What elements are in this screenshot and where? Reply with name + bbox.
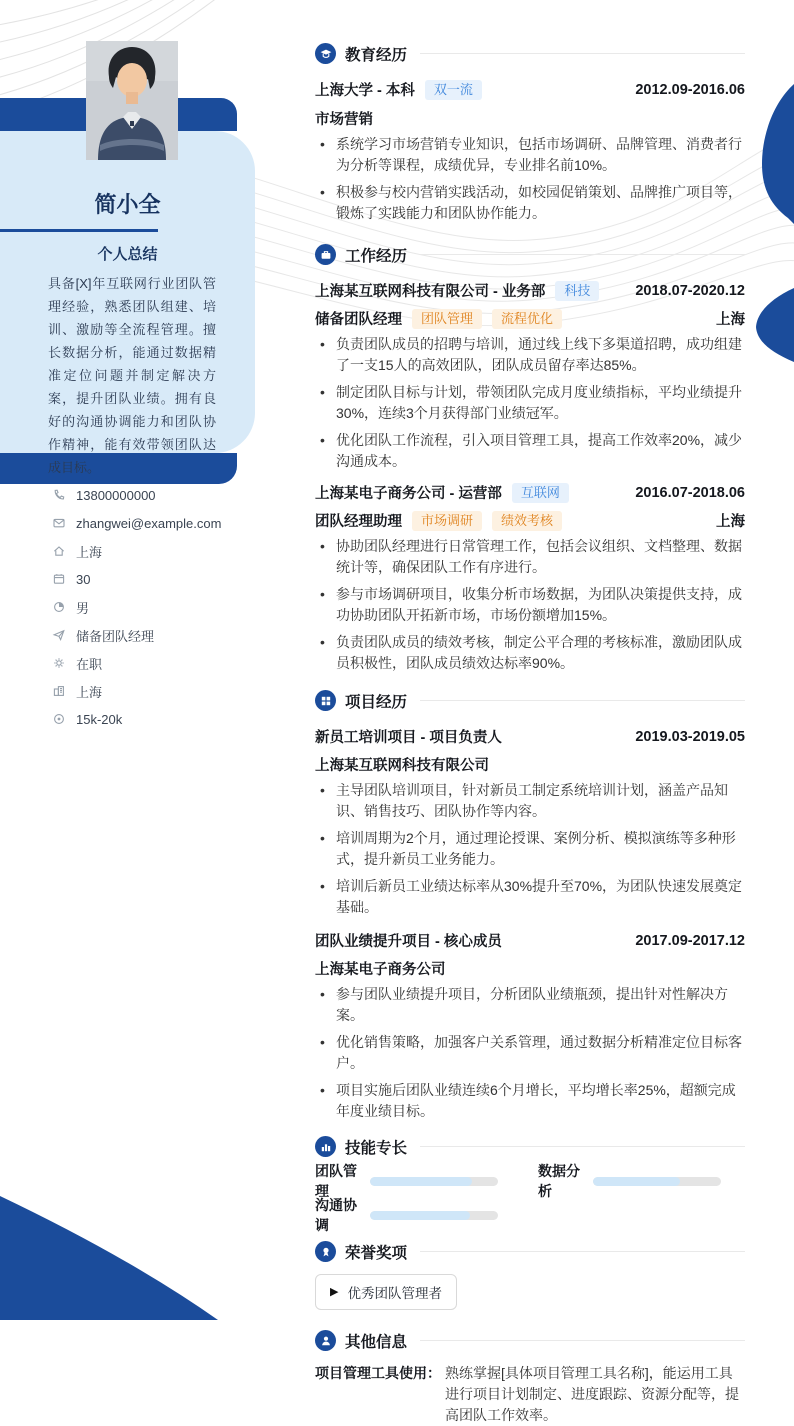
- job-entry-2: [315, 482, 745, 674]
- contact-age: 30: [76, 571, 91, 587]
- contact-list: [52, 487, 262, 739]
- job-role: 团队经理助理: [315, 514, 402, 530]
- project-name: 新员工培训项目 - 项目负责人: [315, 730, 502, 746]
- skill-label: 团队管理: [315, 1163, 357, 1199]
- company-name: 上海某电子商务公司 - 运营部: [315, 486, 502, 502]
- other-header: [315, 1330, 745, 1351]
- school-name: 上海大学 - 本科: [315, 83, 415, 99]
- role-tag: 市场调研: [412, 511, 482, 531]
- summary-text: 具备[X]年互联网行业团队管理经验，熟悉团队组建、培训、激励等全流程管理。擅长数据分析，能通过数据精准定位问题并制定解决方案，提升团队业绩。拥有良好的沟通协调能力和团队协作精神，能有效带领团队达成目标。: [48, 276, 216, 475]
- job-role-row: [315, 308, 745, 329]
- bullet: • 项目实施后团队业绩连续6个月增长，平均增长率25%，超额完成年度业绩目标。: [315, 1080, 745, 1122]
- salary-icon: [52, 712, 66, 726]
- major-name: 市场营销: [315, 112, 373, 128]
- bullet: • 制定团队目标与计划，带领团队完成月度业绩指标，平均业绩提升30%，连续3个月获得部门业绩冠军。: [315, 382, 745, 424]
- other-info-row: [315, 1363, 745, 1426]
- project-title-row: [315, 726, 745, 747]
- education-entry-row: [315, 79, 745, 100]
- job-role: 储备团队经理: [315, 312, 402, 328]
- project-dates: 2017.09-2017.12: [635, 932, 745, 949]
- contact-email: zhangwei@example.com: [76, 515, 222, 531]
- city-icon: [52, 684, 66, 698]
- contact-item-gender: [52, 599, 262, 615]
- section-honors: [315, 1241, 745, 1310]
- phone-icon: [52, 488, 66, 502]
- skill-item: [315, 1163, 498, 1199]
- section-other: [315, 1330, 745, 1426]
- company-name: 上海某互联网科技有限公司 - 业务部: [315, 284, 546, 300]
- project-bullets: [315, 984, 745, 1122]
- skills-title: 技能专长: [345, 1139, 408, 1157]
- job-company-row: [315, 280, 745, 301]
- candidate-name: 简小全: [94, 192, 161, 217]
- contact-salary: 15k-20k: [76, 711, 123, 727]
- job-bullets: [315, 536, 745, 674]
- job-role-row: [315, 510, 745, 531]
- bullet: • 培训后新员工业绩达标率从30%提升至70%，为团队快速发展奠定基础。: [315, 876, 745, 918]
- project-bullets: [315, 780, 745, 918]
- project-company: 上海某电子商务公司: [315, 962, 446, 978]
- bullet: • 系统学习市场营销专业知识，包括市场调研、品牌管理、消费者行为分析等课程，成绩优异，专业排名前10%。: [315, 134, 745, 176]
- projects-title: 项目经历: [345, 693, 408, 711]
- gender-icon: [52, 600, 66, 614]
- job-bullets: [315, 334, 745, 472]
- job-entry-1: [315, 280, 745, 472]
- contact-hometown: 上海: [76, 544, 103, 560]
- skills-grid: [315, 1163, 745, 1233]
- project-name: 团队业绩提升项目 - 核心成员: [315, 934, 502, 950]
- project-company: 上海某互联网科技有限公司: [315, 758, 489, 774]
- work-header: [315, 244, 745, 265]
- bullet: • 负责团队成员的招聘与培训，通过线上线下多渠道招聘，成功组建了一支15人的高效团队，团队成员留存率达85%。: [315, 334, 745, 376]
- bullet: • 参与团队业绩提升项目，分析团队业绩瓶颈，提出针对性解决方案。: [315, 984, 745, 1026]
- header-divider: [420, 254, 745, 255]
- person-icon: [315, 1330, 336, 1351]
- job-location: 上海: [716, 312, 745, 328]
- education-title: 教育经历: [345, 46, 408, 64]
- contact-item-hometown: [52, 543, 262, 559]
- job-location: 上海: [716, 514, 745, 530]
- skill-item: [538, 1163, 721, 1199]
- section-projects: [315, 690, 745, 1122]
- honor-badge-label: 优秀团队管理者: [347, 1286, 442, 1301]
- bullet: • 主导团队培训项目，针对新员工制定系统培训计划，涵盖产品知识、销售技巧、团队协作等内容。: [315, 780, 745, 822]
- summary-title: 个人总结: [97, 246, 158, 263]
- skill-label: 数据分析: [538, 1163, 580, 1199]
- section-skills: [315, 1136, 745, 1233]
- profile-photo: [86, 41, 178, 160]
- main-content: [315, 43, 745, 1426]
- skill-bar: [370, 1177, 498, 1186]
- bullet: • 负责团队成员的绩效考核，制定公平合理的考核标准，激励团队成员积极性，团队成员绩效达标率90%。: [315, 632, 745, 674]
- name-underline: [0, 229, 158, 232]
- other-info-label: 项目管理工具使用：: [315, 1365, 441, 1381]
- project-title-row: [315, 930, 745, 951]
- bottom-left-accent-shape: [0, 1190, 240, 1320]
- bar-chart-icon: [315, 1136, 336, 1157]
- education-header: [315, 43, 745, 64]
- contact-item-salary: [52, 711, 262, 727]
- bullet: • 积极参与校内营销实践活动，如校园促销策划、品牌推广项目等，锻炼了实践能力和团队协作能力。: [315, 182, 745, 224]
- job-dates: 2018.07-2020.12: [635, 282, 745, 299]
- contact-item-age: [52, 571, 262, 587]
- header-divider: [420, 700, 745, 701]
- honors-header: [315, 1241, 745, 1262]
- skill-item: [315, 1197, 498, 1233]
- section-work: [315, 244, 745, 674]
- contact-item-city: [52, 683, 262, 699]
- bullet: • 优化团队工作流程，引入项目管理工具，提高工作效率20%，减少沟通成本。: [315, 430, 745, 472]
- home-icon: [52, 544, 66, 558]
- mail-icon: [52, 516, 66, 530]
- age-icon: [52, 572, 66, 586]
- play-icon: ▶: [330, 1286, 339, 1298]
- other-info-text: 熟练掌握[具体项目管理工具名称]，能运用工具进行项目计划制定、进度跟踪、资源分配等，提高团队工作效率。: [445, 1365, 739, 1423]
- grid-icon: [315, 690, 336, 711]
- bullet: • 协助团队经理进行日常管理工作，包括会议组织、文档整理、数据统计等，确保团队工作有序进行。: [315, 536, 745, 578]
- project-entry-1: [315, 726, 745, 918]
- skill-label: 沟通协调: [315, 1197, 357, 1233]
- contact-position: 储备团队经理: [76, 628, 155, 644]
- industry-tag: 互联网: [512, 483, 569, 503]
- school-tag: 双一流: [425, 80, 482, 100]
- bullet: • 优化销售策略，加强客户关系管理，通过数据分析精准定位目标客户。: [315, 1032, 745, 1074]
- education-dates: 2012.09-2016.06: [635, 81, 745, 98]
- education-bullets: [315, 134, 745, 224]
- section-education: [315, 43, 745, 224]
- job-dates: 2016.07-2018.06: [635, 484, 745, 501]
- graduation-cap-icon: [315, 43, 336, 64]
- contact-status: 在职: [76, 656, 103, 672]
- project-dates: 2019.03-2019.05: [635, 728, 745, 745]
- work-title: 工作经历: [345, 247, 408, 265]
- job-company-row: [315, 482, 745, 503]
- status-icon: [52, 656, 66, 670]
- projects-header: [315, 690, 745, 711]
- position-icon: [52, 628, 66, 642]
- header-divider: [420, 53, 745, 54]
- contact-item-phone: [52, 487, 262, 503]
- header-divider: [420, 1340, 745, 1341]
- role-tag: 绩效考核: [492, 511, 562, 531]
- header-divider: [420, 1146, 745, 1147]
- bullet: • 参与市场调研项目，收集分析市场数据，为团队决策提供支持，成功协助团队开拓新市场，市场份额增加15%。: [315, 584, 745, 626]
- briefcase-icon: [315, 244, 336, 265]
- contact-item-email: [52, 515, 262, 531]
- skill-bar: [370, 1211, 498, 1220]
- honors-title: 荣誉奖项: [345, 1244, 408, 1262]
- skills-header: [315, 1136, 745, 1157]
- contact-city: 上海: [76, 684, 103, 700]
- role-tag: 流程优化: [492, 309, 562, 329]
- skill-bar: [593, 1177, 721, 1186]
- industry-tag: 科技: [555, 281, 599, 301]
- role-tag: 团队管理: [412, 309, 482, 329]
- project-entry-2: [315, 930, 745, 1122]
- contact-gender: 男: [76, 600, 90, 616]
- header-divider: [420, 1251, 745, 1252]
- other-title: 其他信息: [345, 1333, 408, 1351]
- contact-item-status: [52, 655, 262, 671]
- medal-icon: [315, 1241, 336, 1262]
- contact-item-position: [52, 627, 262, 643]
- bullet: • 培训周期为2个月，通过理论授课、案例分析、模拟演练等多种形式，提升新员工业务能力。: [315, 828, 745, 870]
- honor-badge-button[interactable]: [315, 1274, 457, 1310]
- contact-phone: 13800000000: [76, 487, 156, 503]
